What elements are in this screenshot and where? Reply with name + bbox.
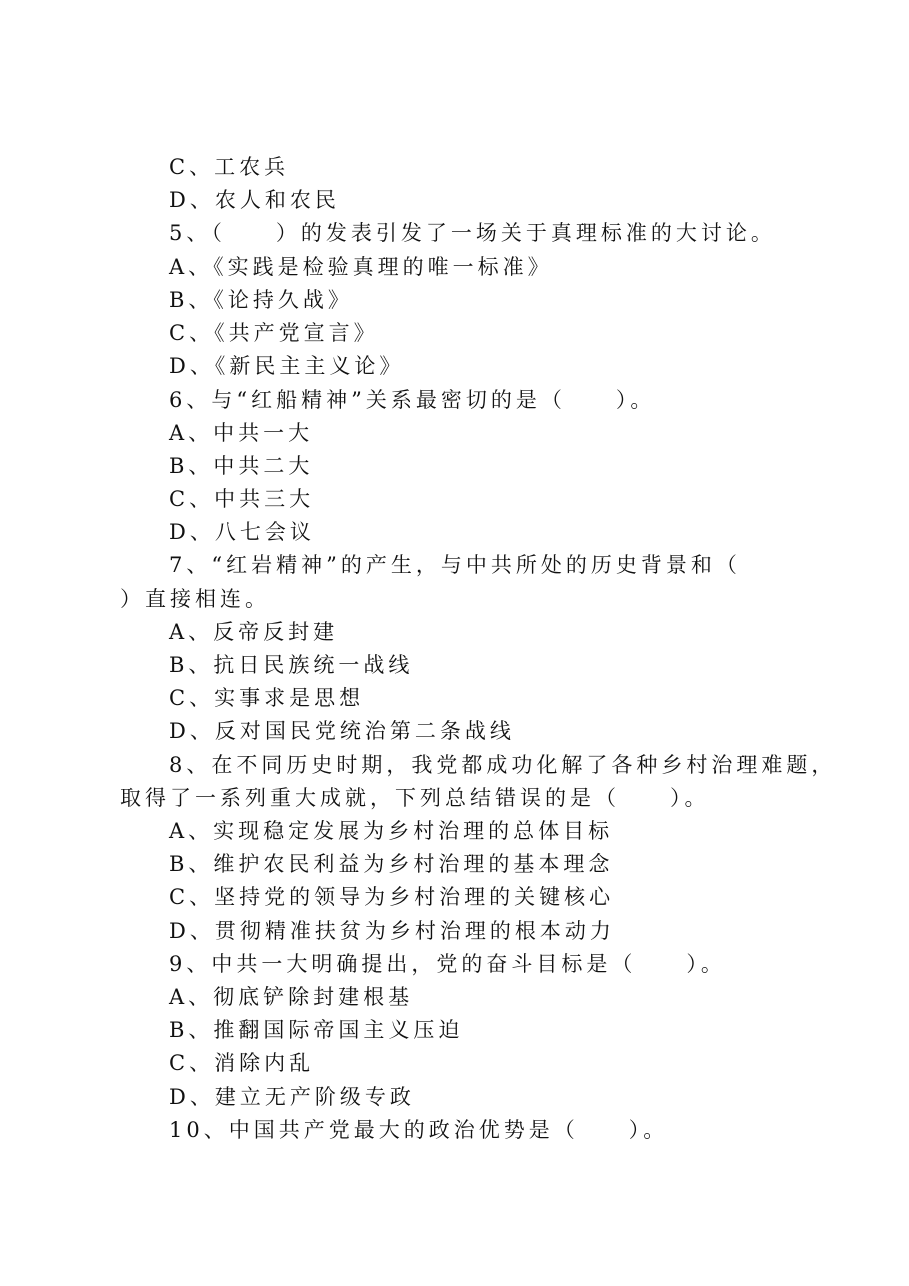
option-d-q6: D、八七会议	[169, 520, 315, 544]
question-8-cont: 取得了一系列重大成就，下列总结错误的是（ ）。	[120, 786, 710, 810]
option-d-q8: D、贯彻精准扶贫为乡村治理的根本动力	[169, 919, 615, 943]
option-d-q9: D、建立无产阶级专政	[169, 1085, 415, 1109]
option-c-q9: C、消除内乱	[169, 1051, 315, 1075]
option-a-q8: A、实现稳定发展为乡村治理的总体目标	[169, 819, 614, 843]
option-d-q5: D、《新民主主义论》	[169, 354, 405, 378]
question-7: 7、“红岩精神”的产生，与中共所处的历史背景和（	[169, 553, 741, 577]
option-b-q7: B、抗日民族统一战线	[169, 653, 414, 677]
question-5: 5、（ ）的发表引发了一场关于真理标准的大讨论。	[169, 221, 776, 245]
option-b-q5: B、《论持久战》	[169, 288, 353, 312]
option-c-q5: C、《共产党宣言》	[169, 321, 379, 345]
question-7-cont: ）直接相连。	[120, 587, 270, 611]
option-b-q8: B、维护农民利益为乡村治理的基本理念	[169, 852, 614, 876]
question-8: 8、在不同历史时期，我党都成功化解了各种乡村治理难题，	[169, 753, 837, 777]
option-a-q9: A、彻底铲除封建根基	[169, 985, 414, 1009]
question-6: 6、与“红船精神”关系最密切的是（ ）。	[169, 388, 656, 412]
option-c-q4: C、工农兵	[169, 155, 290, 179]
option-b-q6: B、中共二大	[169, 454, 314, 478]
option-d-q4: D、农人和农民	[169, 188, 340, 212]
option-a-q6: A、中共一大	[169, 421, 314, 445]
option-c-q7: C、实事求是思想	[169, 686, 365, 710]
question-10: 10、中国共产党最大的政治优势是（ ）。	[169, 1118, 669, 1142]
option-a-q5: A、《实践是检验真理的唯一标准》	[169, 255, 553, 279]
option-c-q6: C、中共三大	[169, 487, 315, 511]
question-9: 9、中共一大明确提出，党的奋斗目标是（ ）。	[169, 952, 726, 976]
option-d-q7: D、反对国民党统治第二条战线	[169, 719, 515, 743]
option-b-q9: B、推翻国际帝国主义压迫	[169, 1018, 464, 1042]
option-c-q8: C、坚持党的领导为乡村治理的关键核心	[169, 885, 615, 909]
option-a-q7: A、反帝反封建	[169, 620, 339, 644]
